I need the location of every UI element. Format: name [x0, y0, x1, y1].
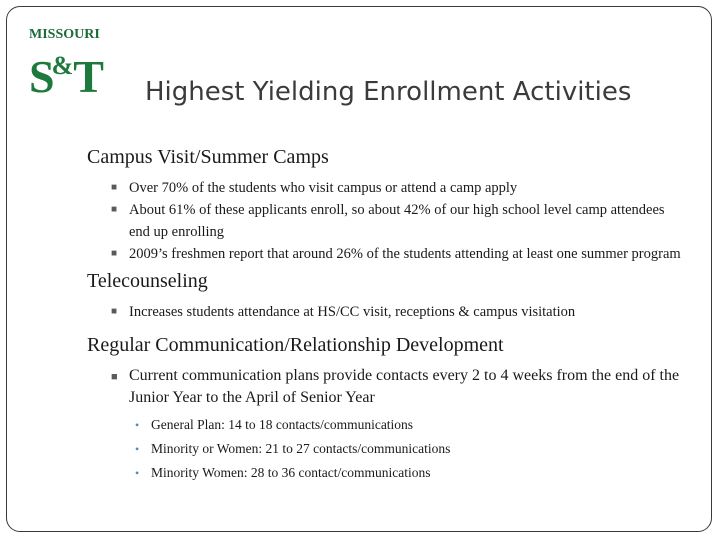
section-heading-regular-communication: Regular Communication/Relationship Development [87, 334, 504, 356]
logo-mark [29, 41, 101, 102]
square-bullet-icon: ■ [111, 371, 118, 383]
dot-bullet-icon: • [135, 418, 140, 432]
square-bullet-icon: ■ [111, 248, 118, 259]
logo-mark-amp: & [51, 51, 74, 80]
slide-content [87, 145, 687, 485]
logo-mark-s: S [29, 51, 52, 102]
section-heading-campus-visit: Campus Visit/Summer Camps [87, 146, 329, 168]
dot-bullet-icon: • [135, 466, 140, 480]
sub-bullet-item: • General Plan: 14 to 18 contacts/communications [87, 413, 687, 437]
square-bullet-icon: ■ [111, 204, 118, 215]
sub-bullet-item: • Minority or Women: 21 to 27 contacts/communications [87, 437, 687, 461]
bullet-item: ■ About 61% of these applicants enroll, so about 42% of our high school level camp attendees end up enrolling [87, 199, 687, 243]
bullet-item: ■ Current communication plans provide contacts every 2 to 4 weeks from the end of the Junior Year to the April of Senior Year [111, 367, 680, 406]
square-bullet-icon: ■ [111, 182, 118, 193]
sub-bullet-item: • Minority Women: 28 to 36 contact/communications [87, 461, 687, 485]
bullet-item: ■ Increases students attendance at HS/CC visit, receptions & campus visitation [87, 301, 687, 323]
slide-title: Highest Yielding Enrollment Activities [145, 77, 632, 107]
missouri-st-logo [29, 27, 119, 102]
bullet-item: ■ 2009’s freshmen report that around 26% of the students attending at least one summer program [87, 243, 687, 265]
logo-mark-t: T [73, 51, 101, 102]
dot-bullet-icon: • [135, 442, 140, 456]
logo-word: MISSOURI [29, 27, 100, 42]
section-heading-telecounseling: Telecounseling [87, 270, 208, 292]
square-bullet-icon: ■ [111, 306, 118, 317]
bullet-item: ■ Over 70% of the students who visit campus or attend a camp apply [87, 177, 687, 199]
slide [6, 6, 712, 532]
